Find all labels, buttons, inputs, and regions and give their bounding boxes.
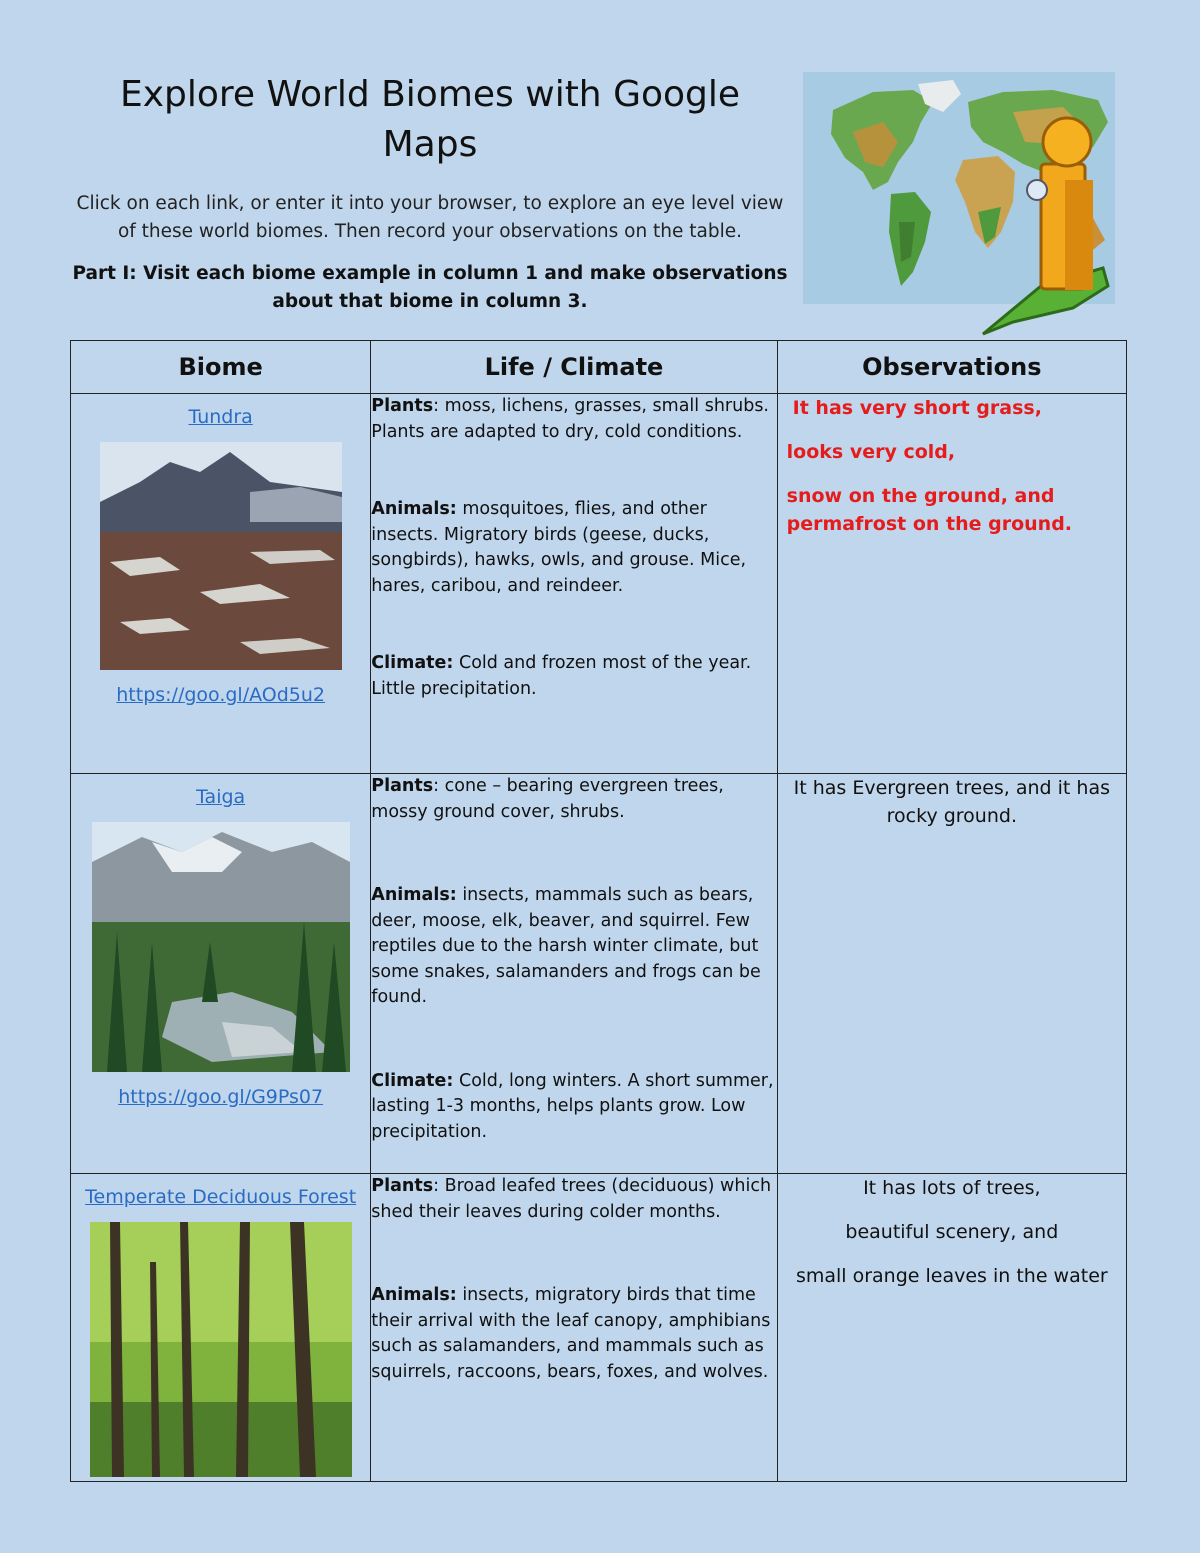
observation-line: beautiful scenery, and — [845, 1221, 1059, 1243]
climate-text: Climate: Cold and frozen most of the year. Little precipitation. — [371, 653, 752, 699]
biome-cell-tundra — [71, 394, 371, 774]
observation-line: snow on the ground, and permafrost on the ground. — [786, 485, 1073, 535]
column-header-life-climate: Life / Climate — [371, 341, 777, 394]
observations-cell-temperate-forest — [777, 1174, 1126, 1482]
world-map-pegman-image — [803, 72, 1115, 342]
life-climate-cell-taiga — [371, 774, 777, 1174]
animals-text: Animals: insects, migratory birds that time their arrival with the leaf canopy, amphibians such as salamanders, and mammals such as squirrels, raccoons, bears, foxes, and wolves. — [371, 1285, 771, 1382]
observation-line: It has lots of trees, — [863, 1177, 1041, 1199]
table-header-row — [71, 341, 1127, 394]
tundra-url-link[interactable]: https://goo.gl/AOd5u2 — [116, 684, 326, 706]
observations-cell-taiga — [777, 774, 1126, 1174]
plants-text: Plants: cone – bearing evergreen trees, mossy ground cover, shrubs. — [371, 776, 724, 822]
observations-cell-tundra — [777, 394, 1126, 774]
tundra-photo — [100, 442, 342, 670]
animals-text: Animals: mosquitoes, flies, and other insects. Migratory birds (geese, ducks, songbirds), hawks, owls, and grouse. Mice, hares, caribou, and reindeer. — [371, 499, 747, 596]
climate-text: Climate: Cold, long winters. A short summer, lasting 1-3 months, helps plants grow. Low precipitation. — [371, 1070, 774, 1142]
page-title: Explore World Biomes with Google Maps — [119, 74, 741, 165]
biome-link-taiga[interactable]: Taiga — [196, 786, 246, 808]
plants-text: Plants: Broad leafed trees (deciduous) which shed their leaves during colder months. — [371, 1176, 772, 1222]
life-climate-cell-tundra — [371, 394, 777, 774]
part-instructions: Part I: Visit each biome example in column 1 and make observations about that biome in column 3. — [72, 263, 788, 312]
observation-line: It has very short grass, — [792, 397, 1042, 419]
observation-line: It has Evergreen trees, and it has rocky ground. — [793, 777, 1111, 827]
table-row — [71, 774, 1127, 1174]
biome-link-temperate-forest[interactable]: Temperate Deciduous Forest — [85, 1186, 357, 1208]
taiga-photo — [92, 822, 350, 1072]
observation-line: looks very cold, — [786, 441, 956, 463]
table-row — [71, 394, 1127, 774]
column-header-biome: Biome — [71, 341, 371, 394]
animals-text: Animals: insects, mammals such as bears, deer, moose, elk, beaver, and squirrel. Few reptiles due to the harsh winter climate, but some snakes, salamanders and frogs can be found. — [371, 885, 761, 1007]
taiga-url-link[interactable]: https://goo.gl/G9Ps07 — [118, 1086, 324, 1108]
biomes-table — [70, 340, 1127, 1482]
table-row — [71, 1174, 1127, 1482]
observation-line: small orange leaves in the water — [795, 1265, 1108, 1287]
intro-text: Click on each link, or enter it into your browser, to explore an eye level view of these world biomes. Then record your observations on the table. — [76, 193, 784, 242]
life-climate-cell-temperate-forest — [371, 1174, 777, 1482]
column-header-observations: Observations — [777, 341, 1126, 394]
biome-cell-temperate-forest — [71, 1174, 371, 1482]
biome-link-tundra[interactable]: Tundra — [188, 406, 253, 428]
temperate-forest-photo — [90, 1222, 352, 1477]
plants-text: Plants: moss, lichens, grasses, small shrubs. Plants are adapted to dry, cold conditions. — [371, 396, 769, 442]
biome-cell-taiga — [71, 774, 371, 1174]
header — [70, 70, 790, 316]
